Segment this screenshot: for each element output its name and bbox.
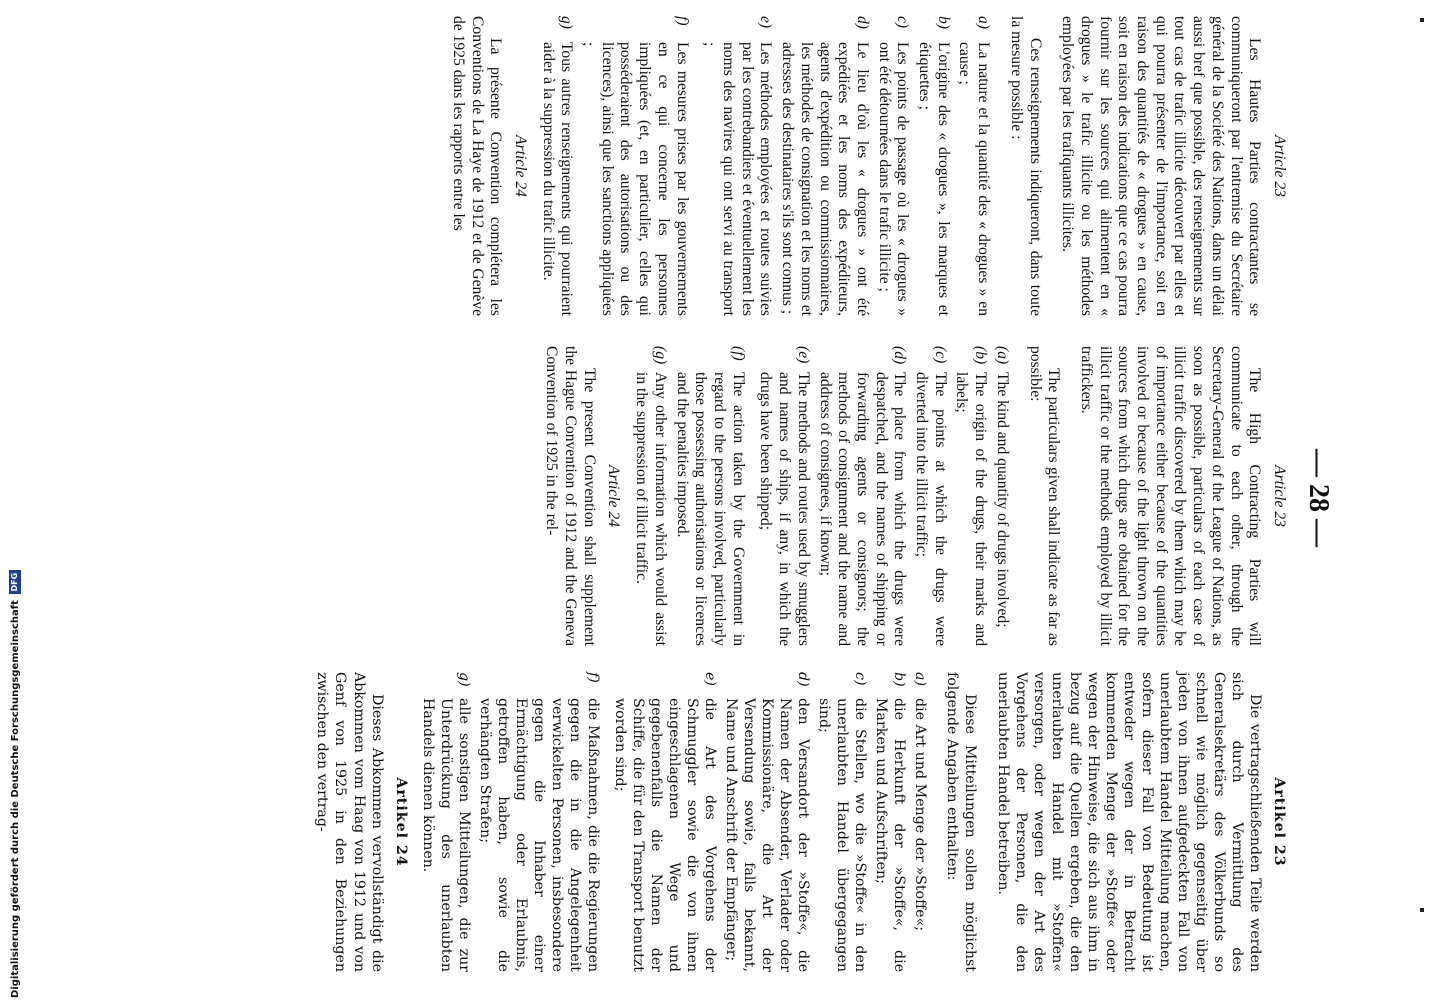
- list-marker: (a): [993, 346, 1011, 365]
- list-item: [777, 16, 871, 316]
- article-23-heading-en: Article 23: [1271, 465, 1288, 527]
- article-24-heading-de: Artikel 24: [392, 777, 409, 867]
- list-marker: c): [894, 16, 912, 29]
- list-item: [914, 16, 951, 316]
- list-text: Any other information which would assist in the suppression of illicit traffic.: [633, 372, 669, 646]
- list-item: [538, 16, 575, 316]
- list-text: The origin of the drugs, their marks and labels;: [953, 372, 990, 646]
- list-text: die Herkunft der »Stoffe«, die Marken und Aufschriften;: [873, 698, 908, 972]
- list-text: La nature et la quantité des « drogues » en cause ;: [956, 42, 993, 316]
- digitization-credit: [4, 0, 26, 998]
- list-marker: c): [852, 672, 869, 686]
- list-item: [756, 346, 812, 646]
- list-marker: (e): [794, 346, 812, 364]
- list-marker: (f): [729, 346, 747, 361]
- list-item: [911, 346, 948, 646]
- list-marker: f): [673, 16, 691, 26]
- list-item: [815, 346, 909, 646]
- list-marker: g): [455, 672, 472, 687]
- list-item: [476, 672, 602, 972]
- list-text: Les points de passage où les « drogues » ont été détournées dans le trafic illicite ;: [875, 42, 912, 316]
- list-item: [872, 672, 908, 972]
- list-marker: b): [934, 16, 952, 29]
- document-page: [140, 8, 1340, 988]
- article-23-heading-de: Artikel 23: [1271, 777, 1287, 867]
- list-text: die Stellen, wo die »Stoffe« in den unerlaubten Handel übergegangen sind;: [816, 698, 869, 972]
- list-marker: a): [975, 16, 993, 29]
- list-marker: b): [891, 672, 908, 687]
- list-marker: (c): [931, 346, 949, 364]
- article-24-paragraph-de: Dieses Abkommen vervollständigt die Abkommen vom Haag von 1912 und von Genf von 1925 in den Beziehungen zwischen den vertrag-: [314, 672, 385, 972]
- list-item: [952, 346, 989, 646]
- list-marker: g): [558, 16, 576, 29]
- article-23-intro-de: Diese Mitteilungen sollen möglichst folgende Angaben enthalten:: [944, 672, 979, 972]
- list-item: [672, 346, 747, 646]
- list-text: Les mesures prises par les gouvernements en ce qui concerne les personnes impliquées (et, en particulier, celles qui posséderaient des autorisations ou des licences), ainsi que les sanctions appliquées ;: [580, 42, 691, 316]
- article-24-paragraph-en: The present Convention shall supplement the Hague Convention of 1912 and the Geneva Convention of 1925 in the rel-: [543, 346, 598, 646]
- list-text: die Art des Vorgehens der Schmuggler sowie die von ihnen eingeschlagenen Wege und gegebenenfalls die Namen der Schiffe, die für den Transport benutzt worden sind;: [611, 698, 719, 972]
- list-marker: (g): [651, 346, 669, 365]
- list-item: [578, 16, 690, 316]
- french-column: [434, 16, 1288, 316]
- scan-edge-mark: [1420, 908, 1424, 912]
- list-marker: (d): [891, 346, 909, 365]
- list-text: Tous autres renseignements qui pourraient aider à la suppression du trafic illicite.: [539, 42, 576, 316]
- list-text: The methods and routes used by smugglers and names of ships, if any, in which the drugs have been shipped;: [757, 372, 812, 646]
- dfg-logo-icon: DFG: [9, 570, 21, 594]
- credit-text: Digitalisierung gefördert durch die Deutsche Forschungsgemeinschaft: [9, 600, 21, 998]
- list-marker: d): [795, 672, 812, 687]
- german-column: [299, 672, 1288, 972]
- page-number: — 28 —: [1303, 449, 1334, 547]
- list-marker: (b): [972, 346, 990, 365]
- list-text: The points at which the drugs were diverted into the illicit traffic;: [913, 372, 949, 646]
- scan-edge-mark: [1420, 18, 1424, 22]
- list-text: den Versandort der »Stoffe«, die Namen der Absender, Verlader oder Kommissionäre, die Art der Versendung sowie, falls bekannt, Name und Anschrift der Empfänger;: [723, 698, 812, 972]
- list-item: [632, 346, 669, 646]
- list-marker: f): [584, 672, 601, 683]
- article-23-intro-en: The particulars given shall indicate as far as possible:: [1026, 346, 1063, 646]
- list-text: The action taken by the Government in regard to the persons involved, particularly those possessing authorisations or licences and the penalties imposed.: [673, 372, 747, 646]
- english-column: [528, 346, 1288, 646]
- list-item: [611, 672, 719, 972]
- list-item: [911, 672, 929, 972]
- list-text: Les méthodes employées et routes suivies par les contrebandiers et éventuellement les noms des navires qui ont servi au transport ;: [701, 42, 775, 316]
- list-item: [992, 346, 1011, 646]
- list-item: [815, 672, 869, 972]
- list-item: [722, 672, 812, 972]
- article-23-paragraph-fr: Les Hautes Parties contractantes se communiqueront par l'entremise du Secrétaire général de la Société des Nations, dans un délai aussi bref que possible, des renseignements sur tout cas de trafic illicite découvert par elles et qui pourra présenter de l'importance, soit en raison des quantités de « drogues » en cause, soit en raison des indications que ce cas pourra fournir sur les sources qui alimentent en « drogues » le trafic illicite ou les méthodes employées par les trafiquants illicites.: [1059, 16, 1264, 316]
- list-item: [419, 672, 473, 972]
- list-item: [700, 16, 775, 316]
- list-text: The kind and quantity of drugs involved;: [993, 372, 1011, 628]
- list-text: die Art und Menge der »Stoffe«;: [912, 698, 929, 932]
- list-text: die Maßnahmen, die die Regierungen gegen die in die Angelegenheit verwickelten Personen, insbesondere gegen die Inhaber einer Ermächtigung oder Erlaubnis, getroffen haben, sowie die verhängten Strafen;: [476, 698, 601, 972]
- list-marker: e): [757, 16, 775, 29]
- article-24-heading-fr: Article 24: [511, 135, 529, 197]
- list-item: [955, 16, 992, 316]
- article-23-paragraph-de: Die vertragschließenden Teile werden sich durch Vermittlung des Generalsekretärs des Völkerbunds so schnell wie möglich gegenseitig über jeden von ihnen aufgedeckten Fall von unerlaubtem Handel Mitteilung machen, sofern dieser Fall von Bedeutung ist entweder wegen der in Betracht kommenden Menge der »Stoffe« oder wegen der Hinweise, die sich aus ihm in bezug auf die Quellen ergeben, die den unerlaubten Handel mit »Stoffen« versorgen, oder wegen der Art des Vorgehens der Personen, die den unerlaubten Handel betreiben.: [994, 672, 1263, 972]
- list-marker: a): [912, 672, 929, 686]
- list-text: alle sonstigen Mitteilungen, die zur Unterdrückung des unerlaubten Handels dienen können.: [419, 698, 472, 972]
- article-23-paragraph-en: The High Contracting Parties will communicate to each other, through the Secretary-General of the League of Nations, as soon as possible, particulars of each case of illicit traffic discovered by them which may be of importance either because of the quantities involved or because of the light thrown on the sources from which drugs are obtained for the illicit traffic or the methods employed by illicit traffickers.: [1077, 346, 1264, 646]
- list-item: [874, 16, 911, 316]
- article-24-paragraph-fr: La présente Convention complétera les Conventions de La Haye de 1912 et de Genève de 1925 dans les rapports entre les: [449, 16, 505, 316]
- article-23-heading-fr: Article 23: [1271, 135, 1288, 197]
- list-text: Le lieu d'où les « drogues » ont été expédiées et les noms des expéditeurs, agents d'expédition ou commissionnaires, les méthodes de consignation et les noms et adresses des destinataires s'ils sont connus ;: [779, 42, 871, 316]
- list-marker: d): [853, 16, 871, 29]
- list-text: L'origine des « drogues », les marques et étiquettes ;: [916, 42, 952, 316]
- article-23-intro-fr: Ces renseignements indiqueront, dans toute la mesure possible :: [1007, 16, 1044, 316]
- article-24-heading-en: Article 24: [605, 465, 623, 527]
- list-text: The place from which the drugs were despatched, and the names of shipping or forwarding agents or consignors; the methods of consignment and the name and address of consignees, if known;: [816, 372, 909, 646]
- list-marker: e): [702, 672, 719, 686]
